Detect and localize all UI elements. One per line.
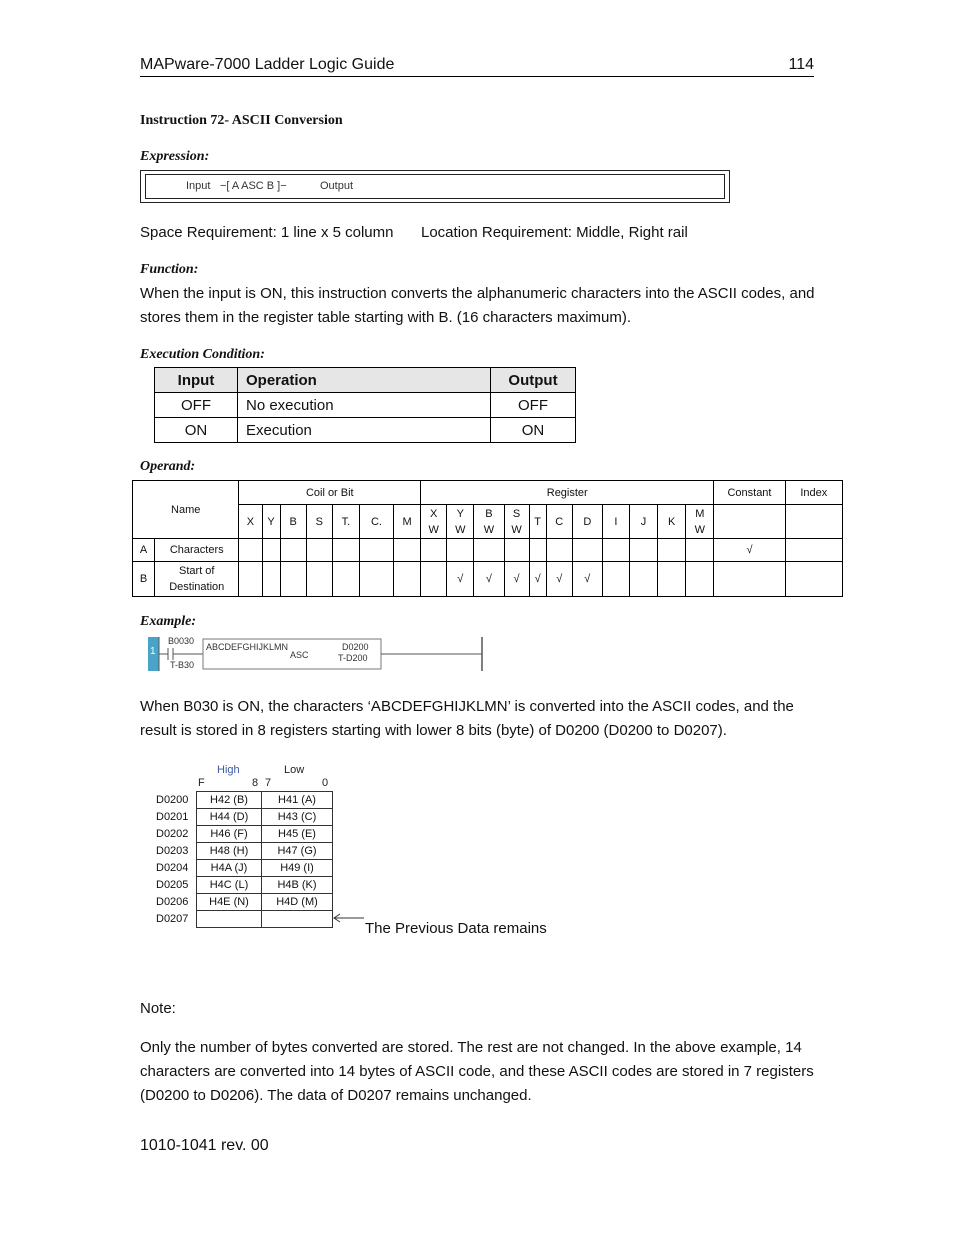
reg-address: D0206 — [156, 896, 189, 908]
ladder-graphic — [148, 635, 488, 673]
table-row — [156, 860, 333, 877]
reg-low: H49 (I) — [262, 860, 333, 877]
table-row — [156, 911, 333, 928]
bit-7-label: 7 — [265, 777, 272, 789]
note-text: Only the number of bytes converted are stored. The rest are not changed. In the above example, 14 characters are converted into 14 bytes of ASCII code, and these ASCII codes are stored in 7 registers (D0200 to D0206). The data of D0207 remains unchanged. — [140, 1039, 814, 1104]
exec-header-output: Output — [491, 368, 576, 393]
reg-col-top: X — [430, 507, 438, 520]
reg-high: H4E (N) — [197, 894, 262, 911]
reg-low: H43 (C) — [262, 809, 333, 826]
operand-label: Operand: — [140, 459, 196, 474]
check-sw: √ — [504, 562, 529, 597]
reg-col: C — [546, 505, 572, 539]
coil-col: S — [306, 505, 332, 539]
reg-address: D0205 — [156, 879, 189, 891]
exec-header-operation: Operation — [238, 368, 491, 393]
register-group-header: Register — [421, 481, 714, 505]
check-d: √ — [572, 562, 602, 597]
reg-high: H44 (D) — [197, 809, 262, 826]
register-table — [156, 791, 333, 928]
reg-col-bottom: W — [428, 523, 439, 536]
reg-col-bottom: W — [483, 523, 495, 536]
arrow-icon — [332, 912, 366, 924]
ladder-dest: D0200 — [342, 642, 369, 652]
document-title: MAPware-7000 Ladder Logic Guide — [140, 56, 395, 73]
bit-0-label: 0 — [322, 777, 329, 789]
check-t: √ — [529, 562, 546, 597]
check-bw: √ — [474, 562, 504, 597]
reg-low: H4B (K) — [262, 877, 333, 894]
ladder-diagram — [148, 635, 488, 673]
table-row — [156, 826, 333, 843]
index-col — [785, 505, 842, 539]
reg-address: D0207 — [156, 913, 189, 925]
exec-cell: OFF — [155, 393, 238, 418]
expression-input: Input — [186, 180, 211, 192]
expression-box — [140, 170, 730, 203]
reg-col — [474, 505, 504, 539]
exec-cell: Execution — [238, 418, 491, 443]
reg-col-bottom: W — [511, 523, 522, 536]
reg-col-top: M — [695, 507, 705, 520]
row-name: Characters — [155, 539, 239, 562]
execution-condition-table — [154, 367, 576, 443]
expression-inner — [145, 174, 725, 199]
table-row — [156, 843, 333, 860]
ladder-chars: ABCDEFGHIJKLMN — [206, 642, 289, 652]
ladder-contact-sub: T-B30 — [170, 660, 195, 670]
reg-col: T — [529, 505, 546, 539]
row-name-line2: Destination — [169, 581, 225, 593]
high-label: High — [217, 764, 240, 776]
reg-high: H48 (H) — [197, 843, 262, 860]
instruction-title: Instruction 72- ASCII Conversion — [140, 113, 343, 128]
constant-col — [714, 505, 785, 539]
operand-table — [132, 480, 843, 597]
reg-col-top: B — [485, 507, 493, 520]
exec-cell: ON — [491, 418, 576, 443]
ladder-contact: B0030 — [168, 636, 195, 646]
table-row — [133, 562, 843, 597]
name-header-text: Name — [171, 503, 201, 516]
reg-col: D — [572, 505, 602, 539]
reg-col-top: S — [512, 507, 521, 520]
exec-cell: OFF — [491, 393, 576, 418]
reg-col: I — [602, 505, 629, 539]
operand-name-header — [133, 481, 239, 539]
reg-low: H41 (A) — [262, 792, 333, 809]
constant-header: Constant — [714, 481, 785, 505]
reg-low: H4D (M) — [262, 894, 333, 911]
coil-col: M — [394, 505, 421, 539]
exec-cell: No execution — [238, 393, 491, 418]
coil-col: B — [280, 505, 306, 539]
table-row — [155, 418, 576, 443]
table-row — [156, 809, 333, 826]
page-number: 114 — [788, 56, 814, 73]
table-row — [156, 792, 333, 809]
reg-col-top: Y — [456, 507, 464, 520]
reg-low: H45 (E) — [262, 826, 333, 843]
reg-address: D0202 — [156, 828, 189, 840]
coil-col: X — [239, 505, 262, 539]
row-name-line1: Start of — [179, 565, 215, 577]
table-row — [156, 877, 333, 894]
example-paragraph: When B030 is ON, the characters ‘ABCDEFGHIJKLMN’ is converted into the ASCII codes, and the result is stored in 8 registers starting with lower 8 bits (byte) of D0200 (D0200 to D0207). — [140, 698, 794, 739]
example-label: Example: — [140, 614, 196, 629]
function-text: When the input is ON, this instruction converts the alphanumeric characters into the ASCII codes, and stores them in the register table starting with B. (16 characters maximum). — [140, 285, 815, 326]
note-label: Note: — [140, 1000, 176, 1017]
row-name — [155, 562, 239, 597]
reg-high — [197, 911, 262, 928]
reg-col-bottom: W — [455, 523, 466, 536]
table-row — [155, 393, 576, 418]
check-yw: √ — [447, 562, 474, 597]
reg-col-bottom: W — [694, 523, 705, 536]
coil-col: T. — [332, 505, 359, 539]
row-id: A — [133, 539, 155, 562]
reg-low — [262, 911, 333, 928]
space-requirement: Space Requirement: 1 line x 5 column — [140, 224, 394, 241]
bit-8-label: 8 — [252, 777, 259, 789]
ladder-func: ASC — [290, 650, 309, 660]
page-header — [140, 56, 814, 77]
coil-col: Y — [262, 505, 280, 539]
expression-symbol: −[ A ASC B ]− — [220, 180, 287, 192]
table-row — [133, 539, 843, 562]
expression-output: Output — [320, 180, 354, 192]
exec-cell: ON — [155, 418, 238, 443]
expression-label: Expression: — [140, 149, 210, 164]
reg-col: K — [658, 505, 686, 539]
reg-col — [447, 505, 474, 539]
exec-header-input: Input — [155, 368, 238, 393]
coil-col: C. — [359, 505, 393, 539]
reg-low: H47 (G) — [262, 843, 333, 860]
reg-col: J — [630, 505, 658, 539]
ladder-dest-sub: T-D200 — [338, 653, 368, 663]
table-row — [156, 894, 333, 911]
reg-high: H4A (J) — [197, 860, 262, 877]
reg-col — [504, 505, 529, 539]
reg-high: H4C (L) — [197, 877, 262, 894]
reg-high: H46 (F) — [197, 826, 262, 843]
function-label: Function: — [140, 262, 199, 277]
bit-f-label: F — [198, 777, 205, 789]
constant-check: √ — [714, 539, 785, 562]
execution-condition-label: Execution Condition: — [140, 347, 265, 362]
reg-address: D0200 — [156, 794, 189, 806]
ladder-step: 1 — [150, 646, 156, 657]
reg-address: D0203 — [156, 845, 189, 857]
reg-col — [686, 505, 714, 539]
coil-group-header: Coil or Bit — [239, 481, 421, 505]
reg-col — [421, 505, 447, 539]
location-requirement: Location Requirement: Middle, Right rail — [421, 224, 688, 241]
row-id: B — [133, 562, 155, 597]
reg-address: D0201 — [156, 811, 189, 823]
check-c: √ — [546, 562, 572, 597]
index-header: Index — [785, 481, 842, 505]
reg-high: H42 (B) — [197, 792, 262, 809]
low-label: Low — [284, 764, 305, 776]
previous-data-note: The Previous Data remains — [365, 920, 547, 937]
reg-address: D0204 — [156, 862, 189, 874]
page-footer: 1010-1041 rev. 00 — [140, 1137, 269, 1154]
